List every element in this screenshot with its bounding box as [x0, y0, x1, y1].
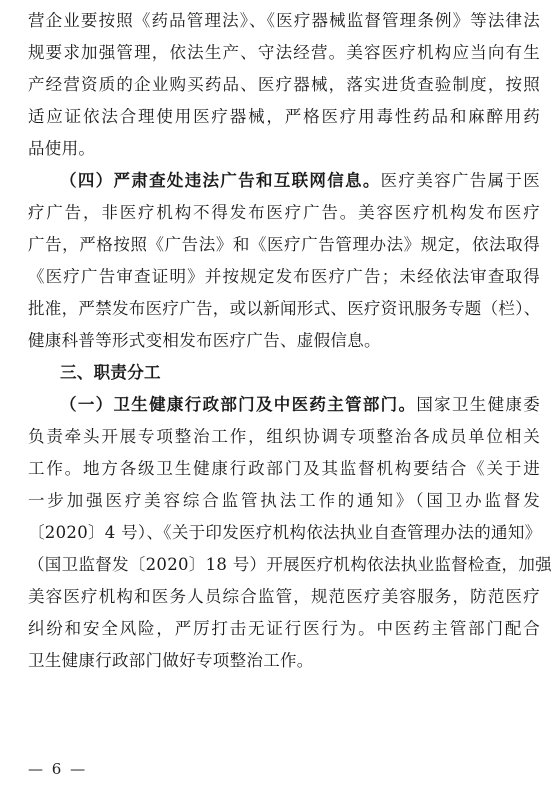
paragraph-line: 工作。地方各级卫生健康行政部门及其监督机构要结合《关于进 [28, 459, 540, 478]
paragraph-text: 国家卫生健康委 [416, 395, 541, 414]
paragraph-line: 负责牵头开展专项整治工作，组织协调专项整治各成员单位相关 [28, 427, 540, 446]
paragraph-line: 一步加强医疗美容综合监管执法工作的通知》（国卫办监督发 [28, 491, 540, 510]
paragraph-line: （国卫监督发〔2020〕18 号）开展医疗机构依法执业监督检查，加强 [28, 555, 552, 574]
paragraph-line: 纠纷和安全风险，严厉打击无证行医行为。中医药主管部门配合 [28, 619, 540, 638]
paragraph-line: 健康科普等形式变相发布医疗广告、虚假信息。 [28, 331, 381, 350]
paragraph-line: 《医疗广告审查证明》并按规定发布医疗广告；未经依法审查取得 [28, 267, 540, 286]
paragraph-line: 批准，严禁发布医疗广告，或以新闻形式、医疗资讯服务专题（栏）、 [28, 299, 541, 318]
page-number: — 6 — [28, 760, 88, 778]
section-title: 三、职责分工 [60, 363, 161, 382]
subsection-heading: （四）严肃查处违法广告和互联网信息。 [60, 171, 381, 190]
paragraph-line: 疗广告，非医疗机构不得发布医疗广告。美容医疗机构发布医疗 [28, 203, 540, 222]
paragraph-text: 医疗美容广告属于医 [380, 171, 540, 190]
subsection-heading: （一）卫生健康行政部门及中医药主管部门。 [60, 395, 417, 414]
paragraph-line: 卫生健康行政部门做好专项整治工作。 [28, 651, 314, 670]
paragraph-line: 美容医疗机构和医务人员综合监管，规范医疗美容服务，防范医疗 [28, 587, 540, 606]
paragraph-line: 产经营资质的企业购买药品、医疗器械，落实进货查验制度，按照 [28, 75, 540, 94]
paragraph-first-line [28, 390, 540, 420]
paragraph-line: 品使用。 [28, 139, 96, 158]
paragraph-line: 营企业要按照《药品管理法》、《医疗器械监督管理条例》等法律法 [28, 11, 540, 30]
paragraph-line: 广告，严格按照《广告法》和《医疗广告管理办法》规定，依法取得 [28, 235, 540, 254]
paragraph-first-line [28, 166, 540, 196]
paragraph-line: 〔2020〕4 号）、《关于印发医疗机构依法执业自查管理办法的通知》 [28, 523, 542, 542]
paragraph-line: 规要求加强管理，依法生产、守法经营。美容医疗机构应当向有生 [28, 43, 540, 62]
paragraph-line: 适应证依法合理使用医疗器械，严格医疗用毒性药品和麻醉用药 [28, 107, 540, 126]
